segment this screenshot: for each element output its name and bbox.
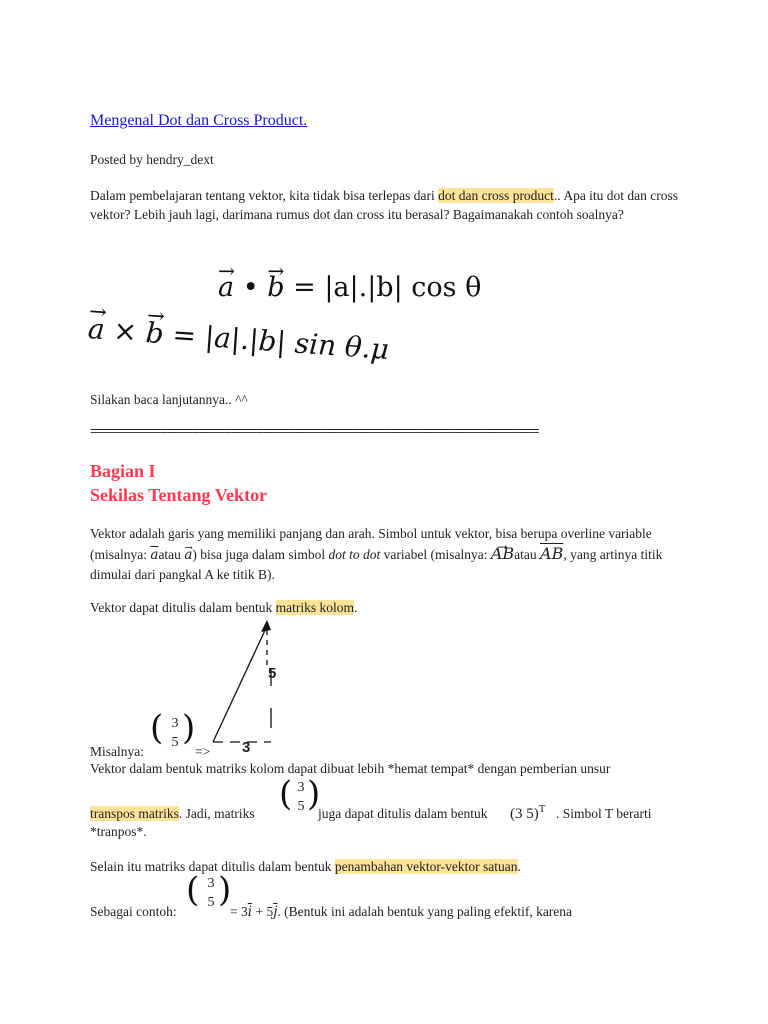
dot-vec-b: → b bbox=[267, 272, 284, 303]
overline-ab-symbol: $\overline{AB}$ bbox=[540, 544, 564, 563]
transpose-vector: (3 5) bbox=[510, 806, 539, 822]
intro-paragraph bbox=[90, 186, 680, 224]
dot-vec-a: → a bbox=[218, 272, 234, 303]
p2-text-a: Vektor dapat ditulis dalam bentuk bbox=[90, 600, 276, 615]
cross-vec-a: → a bbox=[87, 312, 106, 346]
cross-product-formula bbox=[87, 312, 390, 366]
matrix-column-highlight: matriks kolom bbox=[275, 600, 354, 615]
arrow-a-symbol: → a bbox=[184, 545, 192, 565]
vector-triangle-figure bbox=[205, 616, 305, 756]
figure-y-label: 5 bbox=[268, 665, 277, 682]
matrix3-top: 3 bbox=[207, 876, 215, 891]
unit-i-symbol: $\overline{i}$ bbox=[247, 904, 253, 920]
matrix-top: 3 bbox=[171, 716, 179, 731]
dot-product-formula bbox=[218, 272, 481, 303]
dot-to-dot-text: dot to dot bbox=[328, 547, 381, 562]
intro-text-1: Dalam pembelajaran tentang vektor, kita tidak bisa terlepas dari bbox=[90, 188, 439, 203]
p6-eq: = 3 bbox=[230, 904, 248, 919]
p6-plus: + 5 bbox=[252, 904, 274, 919]
matrix-bottom: 5 bbox=[171, 735, 179, 750]
p1-text-d: , yang artinya titik dimulai dari pangkal A ke titik B). bbox=[90, 547, 663, 582]
cross-operator: × bbox=[112, 313, 139, 349]
p4-text-c: . Simbol T berarti bbox=[556, 806, 652, 821]
p1-atau-2: atau bbox=[514, 547, 541, 562]
cross-vec-b: → b bbox=[145, 316, 165, 350]
matrix3-bottom: 5 bbox=[207, 895, 215, 910]
p1-text-a: Vektor adalah garis yang memiliki panjang dan arah. Simbol untuk vektor, bisa berupa overline variable (misalnya: bbox=[90, 526, 652, 562]
p1-atau-1: atau bbox=[158, 547, 185, 562]
unit-vector-highlight: penambahan vektor-vektor satuan bbox=[334, 859, 518, 874]
transpose-row-vector bbox=[510, 800, 545, 824]
p4-text-b: juga dapat ditulis dalam bentuk bbox=[318, 806, 488, 821]
matrix2-bottom: 5 bbox=[297, 799, 305, 814]
transpose-sup: T bbox=[538, 803, 546, 815]
left-paren-3: ( bbox=[186, 870, 200, 910]
byline: Posted by hendry_dext bbox=[90, 152, 214, 167]
cross-rhs: = |a|.|b| sin θ.μ bbox=[171, 317, 390, 366]
section-heading-1: Bagian I bbox=[90, 461, 156, 481]
p1-text-c: variabel (misalnya: bbox=[380, 547, 491, 562]
p4-text-d: *tranpos*. bbox=[90, 824, 147, 839]
unit-vector-paragraph bbox=[90, 857, 521, 876]
example-label: Sebagai contoh: bbox=[90, 904, 177, 919]
intro-text-2: .. Apa itu dot dan cross vektor? Lebih jauh lagi, darimana rumus dot dan cross itu berasal? Bagaimanakah contoh soalnya? bbox=[90, 188, 679, 222]
misalnya-label: Misalnya: bbox=[90, 744, 144, 759]
matrix-column-paragraph bbox=[90, 598, 357, 617]
p5-text-b: . bbox=[517, 859, 521, 874]
vector-arrowhead bbox=[261, 620, 271, 632]
right-paren: ) bbox=[182, 708, 196, 748]
unit-vector-expression bbox=[230, 902, 572, 922]
right-paren-2: ) bbox=[307, 774, 321, 814]
transpose-line bbox=[90, 804, 255, 823]
p1-text-b: ) bisa juga dalam simbol bbox=[192, 547, 329, 562]
intro-highlight: dot dan cross product bbox=[438, 188, 554, 203]
post-title-link[interactable]: Mengenal Dot dan Cross Product. bbox=[90, 112, 308, 129]
p5-text-a: Selain itu matriks dapat ditulis dalam bentuk bbox=[90, 859, 335, 874]
vector-definition-paragraph bbox=[90, 524, 680, 585]
compact-form-paragraph: Vektor dalam bentuk matriks kolom dapat dibuat lebih *hemat tempat* dengan pemberian unsur bbox=[90, 761, 611, 776]
read-more-text[interactable]: Silakan baca lanjutannya.. ^^ bbox=[90, 392, 248, 407]
p4-text-a: . Jadi, matriks bbox=[178, 806, 255, 821]
overline-a-symbol: $\overline{a}$ bbox=[150, 547, 159, 563]
matrix2-top: 3 bbox=[297, 780, 305, 795]
dot-rhs: = |a|.|b| cos θ bbox=[293, 272, 482, 303]
vector-arrow-line bbox=[213, 626, 267, 742]
p6-text-b: . (Bentuk ini adalah bentuk yang paling efektif, karena bbox=[277, 904, 573, 919]
transpose-highlight: transpos matriks bbox=[90, 806, 179, 821]
p2-text-b: . bbox=[353, 600, 358, 615]
left-paren: ( bbox=[150, 708, 164, 748]
arrow-ab-symbol: → AB bbox=[491, 544, 514, 564]
figure-x-label: 3 bbox=[242, 739, 251, 756]
section-heading-2: Sekilas Tentang Vektor bbox=[90, 485, 268, 505]
dot-operator: • bbox=[242, 272, 259, 303]
right-paren-3: ) bbox=[218, 870, 232, 910]
arrow-symbol: => bbox=[195, 744, 211, 759]
unit-j-symbol: $\overline{j}$ bbox=[273, 904, 278, 920]
separator-line: ====================================================================== bbox=[90, 424, 539, 439]
left-paren-2: ( bbox=[279, 774, 293, 814]
